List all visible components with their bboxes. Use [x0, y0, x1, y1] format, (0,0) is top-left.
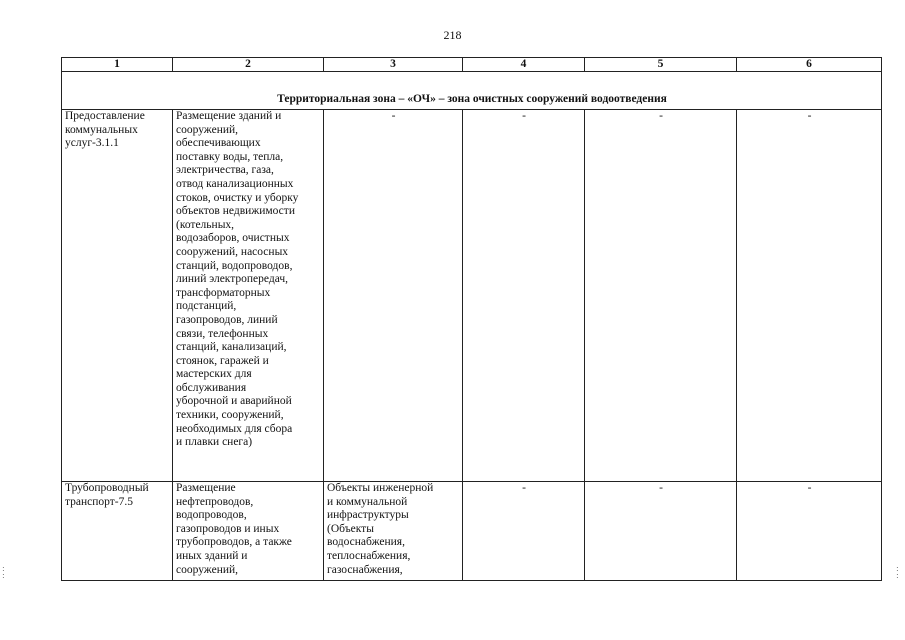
column-3-cell: - [324, 110, 463, 482]
page-number: 218 [443, 28, 462, 42]
column-5-cell: - [585, 110, 737, 482]
column-6-cell: - [737, 482, 882, 581]
zone-title-row [62, 72, 882, 110]
right-scan-mark: : : [896, 564, 899, 580]
zone-title: Территориальная зона – «ОЧ» – зона очистных сооружений водоотведения [62, 72, 882, 110]
use-type-cell: Предоставление коммунальных услуг-3.1.1 [62, 110, 173, 482]
use-description-cell: Размещение нефтепроводов, водопроводов, газопроводов и иных трубопроводов, а также иных зданий и сооружений, [173, 482, 324, 581]
column-header-3: 3 [324, 58, 463, 72]
left-scan-mark: : : [2, 564, 5, 580]
column-4-cell: - [463, 110, 585, 482]
column-5-cell: - [585, 482, 737, 581]
column-header-row [62, 58, 882, 72]
zoning-table [61, 57, 882, 581]
use-type-cell: Трубопроводный транспорт-7.5 [62, 482, 173, 581]
column-6-cell: - [737, 110, 882, 482]
table-row [62, 110, 882, 482]
table-row [62, 482, 882, 581]
use-description-cell: Размещение зданий и сооружений, обеспечивающих поставку воды, тепла, электричества, газа, отвод канализационных стоков, очистку и уборку объектов недвижимости (котельных, водозаборов, очистных сооружений, насосных станций, водопроводов, линий электропередач, трансформаторных подстанций, газопроводов, линий связи, телефонных станций, канализаций, стоянок, гаражей и мастерских для обслуживания уборочной и аварийной техники, сооружений, необходимых для сбора и плавки снега) [173, 110, 324, 482]
column-3-cell: Объекты инженерной и коммунальной инфраструктуры (Объекты водоснабжения, теплоснабжения, газоснабжения, [324, 482, 463, 581]
column-header-2: 2 [173, 58, 324, 72]
column-header-1: 1 [62, 58, 173, 72]
column-header-4: 4 [463, 58, 585, 72]
column-4-cell: - [463, 482, 585, 581]
column-header-6: 6 [737, 58, 882, 72]
column-header-5: 5 [585, 58, 737, 72]
